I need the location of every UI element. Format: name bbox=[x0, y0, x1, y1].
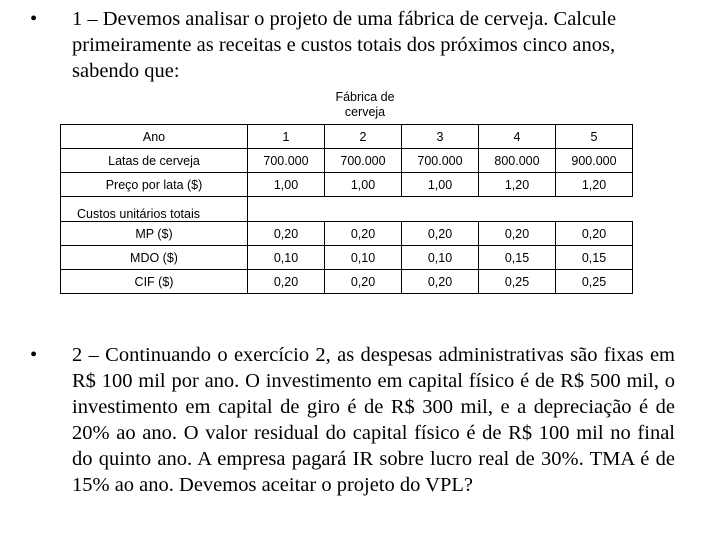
exercise-2-paragraph bbox=[30, 342, 675, 498]
table-cell: 1,00 bbox=[248, 173, 325, 197]
table-cell: 0,20 bbox=[248, 270, 325, 294]
table-cell: 1,20 bbox=[556, 173, 633, 197]
exercise-1-text: 1 – Devemos analisar o projeto de uma fábrica de cerveja. Calcule primeiramente as receitas e custos totais dos próximos cinco anos, sabendo que: bbox=[72, 8, 617, 82]
header-cell: Ano bbox=[61, 125, 248, 149]
section-label-row bbox=[61, 197, 633, 222]
table-cell: 0,20 bbox=[402, 270, 479, 294]
table-cell: 0,20 bbox=[402, 222, 479, 246]
table-cell: 0,20 bbox=[325, 270, 402, 294]
header-cell: 2 bbox=[325, 125, 402, 149]
table-header-row bbox=[61, 125, 633, 149]
table-cell: 800.000 bbox=[479, 149, 556, 173]
table-cell: 0,15 bbox=[479, 246, 556, 270]
table-cell: 0,20 bbox=[479, 222, 556, 246]
table-row bbox=[61, 270, 633, 294]
table-cell: 0,10 bbox=[325, 246, 402, 270]
table-cell: 900.000 bbox=[556, 149, 633, 173]
brewery-data-table bbox=[60, 124, 633, 294]
table-row bbox=[61, 222, 633, 246]
table-row bbox=[61, 173, 633, 197]
table-cell: 1,00 bbox=[325, 173, 402, 197]
table-row bbox=[61, 246, 633, 270]
exercise-1-paragraph bbox=[30, 6, 675, 84]
table-cell: 1,20 bbox=[479, 173, 556, 197]
table-cell: 700.000 bbox=[325, 149, 402, 173]
header-cell: 1 bbox=[248, 125, 325, 149]
table-cell: 700.000 bbox=[402, 149, 479, 173]
table-cell: 0,15 bbox=[556, 246, 633, 270]
table-cell: 0,10 bbox=[402, 246, 479, 270]
table-cell: 0,25 bbox=[556, 270, 633, 294]
table-cell: 0,10 bbox=[248, 246, 325, 270]
table-cell: 0,20 bbox=[248, 222, 325, 246]
table-row bbox=[61, 149, 633, 173]
table-cell: 700.000 bbox=[248, 149, 325, 173]
header-cell: 3 bbox=[402, 125, 479, 149]
bullet-marker: • bbox=[30, 8, 38, 30]
row-label: MDO ($) bbox=[61, 246, 248, 270]
table-cell: 1,00 bbox=[402, 173, 479, 197]
header-cell: 4 bbox=[479, 125, 556, 149]
row-label: Latas de cerveja bbox=[61, 149, 248, 173]
row-label: Preço por lata ($) bbox=[61, 173, 248, 197]
table-cell: 0,20 bbox=[556, 222, 633, 246]
section-label: Custos unitários totais bbox=[61, 197, 248, 222]
table-cell: 0,25 bbox=[479, 270, 556, 294]
table-cell: 0,20 bbox=[325, 222, 402, 246]
bullet-marker: • bbox=[30, 344, 38, 366]
exercise-2-text: 2 – Continuando o exercício 2, as despesas administrativas são fixas em R$ 100 mil por ano. O investimento em capital físico é de R$ 500 mil, o investimento em capital de giro é de R$ 300 mil, e a depreciação é de 20% ao ano. O valor residual do capital físico é de R$ 100 mil no final do quinto ano. A empresa pagará IR sobre lucro real de 30%. TMA é de 15% ao ano. Devemos aceitar o projeto do VPL? bbox=[72, 344, 675, 496]
header-cell: 5 bbox=[556, 125, 633, 149]
blank-section-area bbox=[248, 197, 633, 222]
row-label: CIF ($) bbox=[61, 270, 248, 294]
table-caption: Fábrica de cerveja bbox=[335, 90, 395, 119]
row-label: MP ($) bbox=[61, 222, 248, 246]
